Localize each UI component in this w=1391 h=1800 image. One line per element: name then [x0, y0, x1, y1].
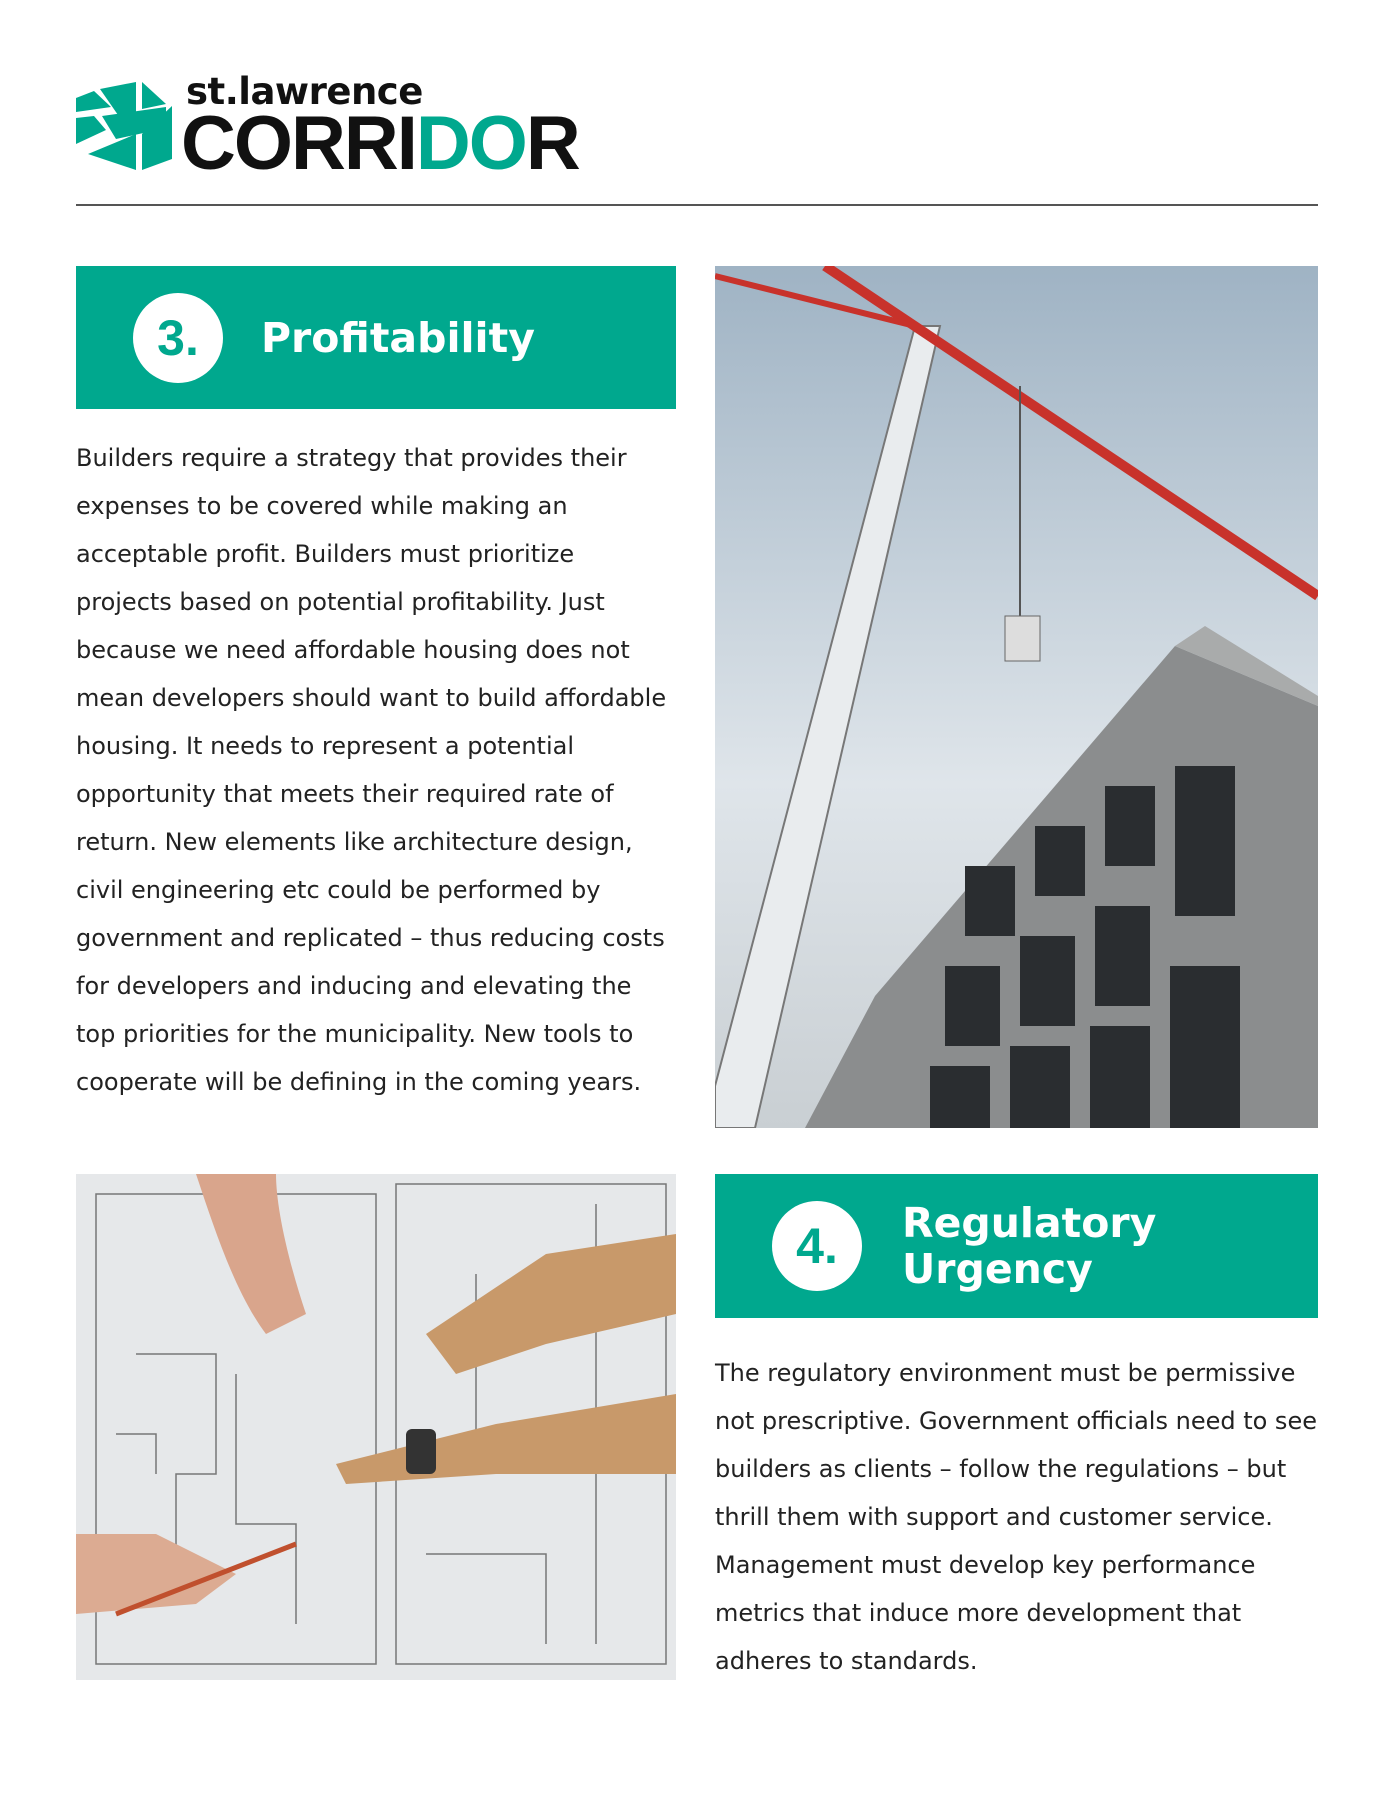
section-3-number: 3. — [133, 293, 223, 383]
logo-main-dark: CORRI — [181, 101, 416, 186]
logo-mark-icon — [76, 82, 176, 174]
logo-top-text: st.lawrence — [186, 70, 423, 113]
logo-main-accent: DO — [415, 101, 526, 186]
blueprint-hands-photo — [76, 1174, 676, 1680]
section-3-body: Builders require a strategy that provides their expenses to be covered while making an acceptable profit. Builders must prioritize projects based on potential profitability. Just because we need affordable housing does not mean developers should want to build affordable housing. It needs to represent a potential opportunity that meets their required rate of return. New elements like architecture design, civil engineering etc could be performed by government and replicated – thus reducing costs for developers and inducing and elevating the top priorities for the municipality. New tools to cooperate will be defining in the coming years. — [76, 444, 667, 1096]
section-4-banner — [715, 1174, 1318, 1318]
header-divider — [76, 204, 1318, 206]
section-4-number: 4. — [772, 1201, 862, 1291]
section-4-body: The regulatory environment must be permissive not prescriptive. Government officials need to see builders as clients – follow the regulations – but thrill them with support and customer service. Management must develop key performance metrics that induce more development that adheres to standards. — [715, 1359, 1317, 1675]
logo — [76, 70, 616, 186]
section-4-title-line2: Urgency — [902, 1245, 1093, 1293]
section-4-title-line1: Regulatory — [902, 1199, 1157, 1247]
section-3-banner — [76, 266, 676, 409]
section-4-title — [902, 1200, 1156, 1292]
logo-main-end: R — [525, 101, 579, 186]
crane-building-photo — [715, 266, 1318, 1128]
section-3-title: Profitability — [261, 313, 535, 362]
logo-main-text — [181, 100, 579, 187]
